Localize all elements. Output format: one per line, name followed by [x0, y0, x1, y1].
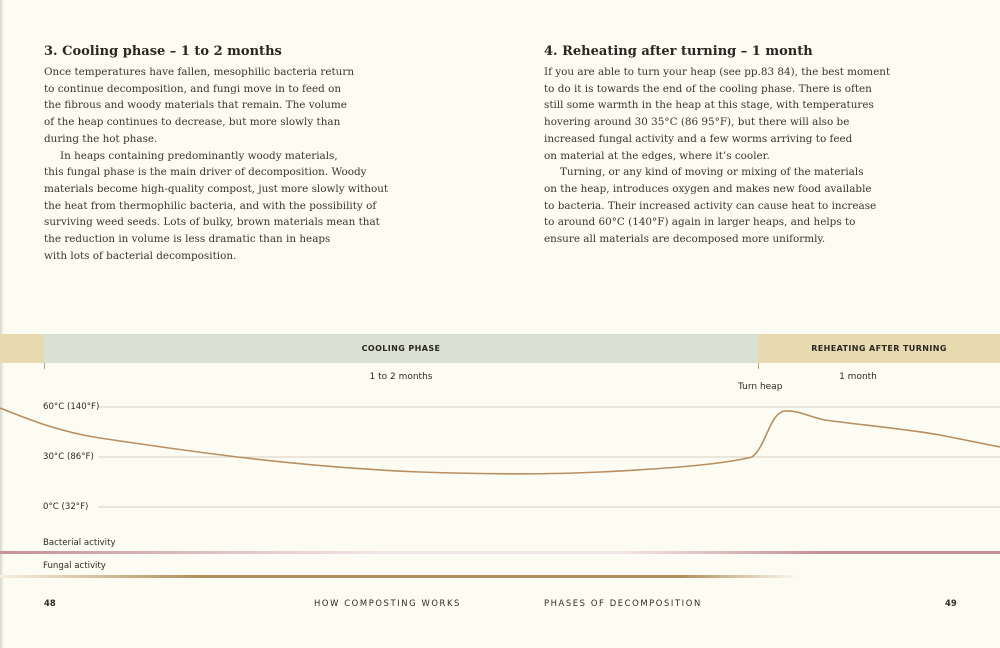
phase-start-tick: [44, 363, 45, 369]
text-line: the heat from thermophilic bacteria, and with the possibility of: [44, 199, 377, 212]
text-line: to continue decomposition, and fungi move in to feed on: [44, 82, 342, 95]
text-line: surviving weed seeds. Lots of bulky, brown materials mean that: [44, 216, 380, 229]
reheating-heading: 4. Reheating after turning – 1 month: [544, 44, 813, 59]
text-line: on the heap, introduces oxygen and makes new food available: [544, 182, 872, 195]
bacterial-activity-label: Bacterial activity: [43, 538, 116, 548]
text-line: If you are able to turn your heap (see pp.83 84), the best moment: [544, 66, 891, 78]
cooling-phase-paragraph-2: [44, 148, 389, 265]
text-line: during the hot phase.: [44, 132, 158, 145]
fungal-activity-bar: [0, 575, 1000, 578]
cooling-phase-paragraph-1: [44, 64, 374, 148]
reheating-paragraph-2: [544, 164, 877, 248]
turn-heap-label: Turn heap: [738, 382, 783, 392]
temperature-label-60c: 60°C (140°F): [43, 402, 100, 412]
previous-phase-band: [0, 334, 44, 363]
cooling-phase-label: COOLING PHASE: [361, 344, 441, 353]
right-running-title: PHASES OF DECOMPOSITION: [544, 598, 702, 608]
text-line: to around 60°C (140°F) again in larger heaps, and helps to: [544, 216, 856, 229]
text-line: of the heap continues to decrease, but more slowly than: [44, 116, 341, 129]
reheating-phase-label: REHEATING AFTER TURNING: [811, 344, 947, 353]
temperature-diagram: [0, 395, 1000, 585]
temperature-curve: [0, 408, 1000, 474]
reheating-section: [544, 44, 891, 248]
text-line: materials become high-quality compost, just more slowly without: [44, 182, 389, 195]
text-line: Turning, or any kind of moving or mixing of the materials: [560, 166, 864, 179]
text-line: increased fungal activity and a few worms arriving to feed: [544, 132, 853, 145]
cooling-phase-section: [44, 44, 389, 264]
left-page-number: 48: [44, 598, 56, 608]
reheating-phase-band: [758, 334, 1000, 363]
temperature-label-0c: 0°C (32°F): [43, 502, 89, 512]
text-line: to do it is towards the end of the cooling phase. There is often: [544, 82, 872, 95]
text-line: hovering around 30 35°C (86 95°F), but there will also be: [544, 116, 850, 129]
temperature-label-30c: 30°C (86°F): [43, 452, 94, 462]
text-line: ensure all materials are decomposed more uniformly.: [544, 233, 826, 246]
reheating-paragraph-1: [544, 64, 891, 164]
phase-boundary-tick: [758, 363, 759, 369]
text-line: Once temperatures have fallen, mesophilic bacteria return: [44, 66, 355, 78]
text-line: the reduction in volume is less dramatic than in heaps: [44, 233, 331, 246]
bacterial-activity-bar: [0, 551, 1000, 554]
text-line: to bacteria. Their increased activity can cause heat to increase: [544, 199, 877, 212]
text-line: with lots of bacterial decomposition.: [44, 249, 237, 262]
text-line: the fibrous and woody materials that remain. The volume: [44, 99, 347, 112]
fungal-activity-label: Fungal activity: [43, 561, 106, 571]
left-running-title: HOW COMPOSTING WORKS: [314, 598, 461, 608]
cooling-phase-heading: 3. Cooling phase – 1 to 2 months: [44, 44, 282, 59]
reheating-duration-label: 1 month: [839, 372, 877, 382]
text-line: In heaps containing predominantly woody materials,: [60, 149, 338, 162]
text-line: on material at the edges, where it’s cooler.: [544, 149, 770, 162]
text-line: this fungal phase is the main driver of decomposition. Woody: [44, 166, 367, 179]
cooling-duration-label: 1 to 2 months: [369, 372, 433, 382]
right-page-number: 49: [945, 598, 957, 608]
text-line: still some warmth in the heap at this stage, with temperatures: [544, 99, 874, 112]
cooling-phase-band: [44, 334, 758, 363]
